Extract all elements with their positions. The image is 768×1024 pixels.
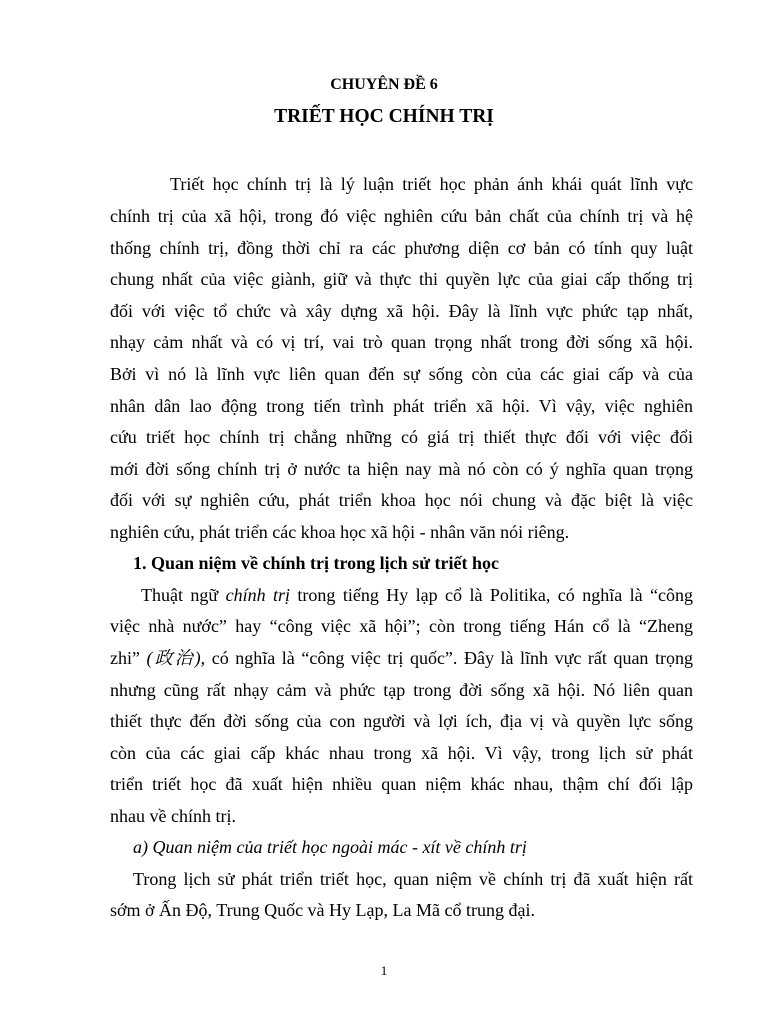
intro-line: Triết học chính trị là lý luận triết học phản ánh khái quát lĩnh vực xyxy=(170,174,693,194)
text-run: trong tiếng Hy lạp cổ là Politika, có nghĩa là “công xyxy=(290,585,693,605)
para-line: Trong lịch sử phát triển triết học, quan niệm về chính trị đã xuất hiện rất xyxy=(133,869,693,889)
para-line: việc nhà nước” hay “công việc xã hội”; còn trong tiếng Hán cổ là “Zheng xyxy=(110,616,693,636)
para-line: thiết thực đến đời sống của con người và lợi ích, địa vị và quyền lực sống xyxy=(110,711,693,731)
topic-heading: CHUYÊN ĐỀ 6 xyxy=(330,76,438,93)
term-chinh-tri: chính trị xyxy=(225,585,290,605)
intro-line: chính trị của xã hội, trong đó việc nghiên cứu bản chất của chính trị và hệ xyxy=(110,206,693,226)
para-line: nhau về chính trị. xyxy=(110,806,236,826)
section-title: Quan niệm về chính trị trong lịch sử triết học xyxy=(151,553,499,573)
hanzi-term: (政治) xyxy=(146,648,201,668)
para-line xyxy=(110,647,693,669)
text-run: zhi” xyxy=(110,648,147,668)
subsection-heading: a) Quan niệm của triết học ngoài mác - xít về chính trị xyxy=(133,837,527,857)
intro-line: cứu triết học chính trị chẳng những có giá trị thiết thực đối với việc đổi xyxy=(110,427,693,447)
para-line xyxy=(110,584,693,606)
text-run: Thuật ngữ xyxy=(141,585,226,605)
intro-line: thống chính trị, đồng thời chỉ ra các phương diện cơ bản có tính quy luật xyxy=(110,238,693,258)
intro-line: nghiên cứu, phát triển các khoa học xã hội - nhân văn nói riêng. xyxy=(110,522,570,542)
intro-line: đối với sự nghiên cứu, phát triển khoa học nói chung và đặc biệt là việc xyxy=(110,490,693,510)
para-line: sớm ở Ấn Độ, Trung Quốc và Hy Lạp, La Mã cổ trung đại. xyxy=(110,900,535,920)
page-number: 1 xyxy=(380,963,388,978)
section-number: 1. xyxy=(133,553,147,573)
intro-line: chung nhất của việc giành, giữ và thực thi quyền lực của giai cấp thống trị xyxy=(110,269,693,289)
intro-line: đối với việc tổ chức và xây dựng xã hội. Đây là lĩnh vực phức tạp nhất, xyxy=(110,301,693,321)
section-heading xyxy=(133,552,693,574)
text-run: , có nghĩa là “công việc trị quốc”. Đây là lĩnh vực rất quan trọng xyxy=(200,648,693,668)
para-line: còn của các giai cấp khác nhau trong xã hội. Vì vậy, trong lịch sử phát xyxy=(110,743,693,763)
para-line: triển triết học đã xuất hiện nhiều quan niệm khác nhau, thậm chí đối lập xyxy=(110,774,693,794)
para-line: nhưng cũng rất nhạy cảm và phức tạp trong đời sống xã hội. Nó liên quan xyxy=(110,680,693,700)
intro-line: Bởi vì nó là lĩnh vực liên quan đến sự sống còn của các giai cấp và của xyxy=(110,364,693,384)
intro-line: nhạy cảm nhất và có vị trí, vai trò quan trọng nhất trong đời sống xã hội. xyxy=(110,332,693,352)
page-title: TRIẾT HỌC CHÍNH TRỊ xyxy=(274,106,494,127)
intro-line: nhân dân lao động trong tiến trình phát triển xã hội. Vì vậy, việc nghiên xyxy=(110,396,693,416)
intro-line: mới đời sống chính trị ở nước ta hiện nay mà nó còn có ý nghĩa quan trọng xyxy=(110,459,693,479)
